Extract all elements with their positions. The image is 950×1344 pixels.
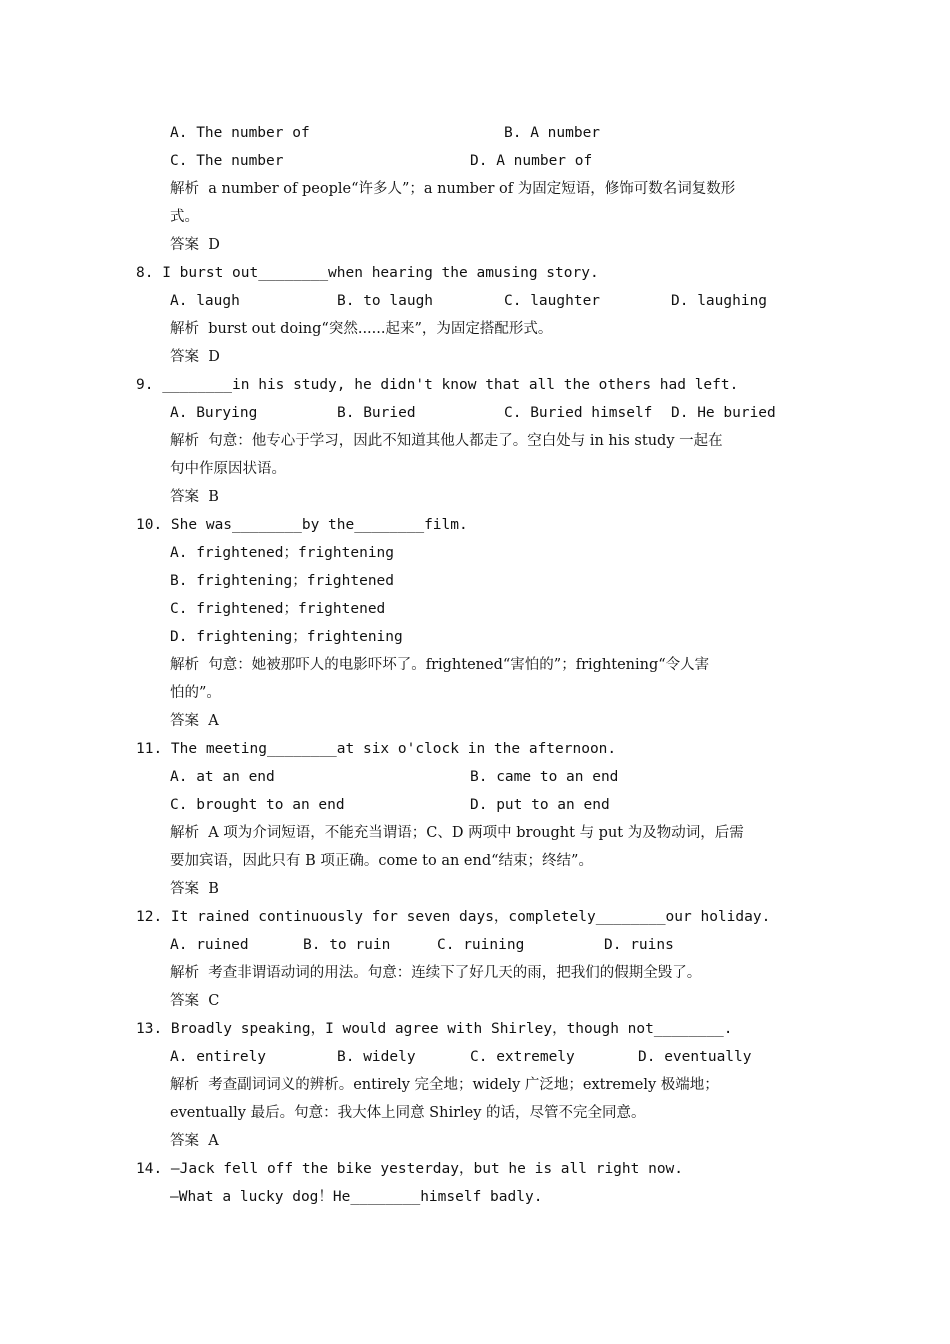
option-line: C. ruining [437,937,525,953]
question-line: 14. —Jack fell off the bike yesterday，but he is all right now. [136,1161,684,1177]
answer-line: 答案 C [170,993,220,1009]
option-line: D. A number of [470,153,593,169]
explanation-line: 句中作原因状语。 [170,461,286,477]
explanation-line: 解析 考查非谓语动词的用法。句意：连续下了好几天的雨，把我们的假期全毁了。 [170,965,702,981]
option-line: A. frightened；frightening [170,545,395,561]
dialogue-line: —What a lucky dog！He________himself badly. [170,1189,543,1205]
explanation-line: 解析 考查副词词义的辨析。entirely 完全地；widely 广泛地；extremely 极端地； [170,1077,719,1093]
option-line: C. brought to an end [170,797,345,813]
explanation-line: 解析 a number of people“许多人”；a number of 为固定短语，修饰可数名词复数形 [170,181,736,197]
answer-line: 答案 B [170,489,219,505]
explanation-line: eventually 最后。句意：我大体上同意 Shirley 的话，尽管不完全同意。 [170,1105,646,1121]
option-line: A. The number of [170,125,310,141]
option-line: D. frightening；frightening [170,629,403,645]
option-line: B. came to an end [470,769,619,785]
answer-line: 答案 D [170,349,220,365]
option-line: D. He buried [671,405,776,421]
question-line: 13. Broadly speaking，I would agree with Shirley，though not________. [136,1021,733,1037]
option-line: C. Buried himself [504,405,653,421]
option-line: D. laughing [671,293,768,309]
option-line: B. Buried [337,405,416,421]
answer-line: 答案 A [170,713,219,729]
option-line: B. frightening；frightened [170,573,395,589]
option-line: A. laugh [170,293,240,309]
question-line: 11. The meeting________at six o'clock in the afternoon. [136,741,617,757]
option-line: C. laughter [504,293,601,309]
option-line: B. A number [504,125,601,141]
explanation-line: 要加宾语，因此只有 B 项正确。come to an end“结束；终结”。 [170,853,593,869]
option-line: D. ruins [604,937,674,953]
explanation-line: 怕的”。 [170,685,221,701]
answer-line: 答案 B [170,881,219,897]
answer-line: 答案 D [170,237,220,253]
question-line: 9. ________in his study, he didn't know that all the others had left. [136,377,739,393]
explanation-line: 解析 句意：他专心于学习，因此不知道其他人都走了。空白处与 in his study 一起在 [170,433,723,449]
explanation-line: 解析 句意：她被那吓人的电影吓坏了。frightened“害怕的”；frightening“令人害 [170,657,710,673]
question-line: 12. It rained continuously for seven days，completely________our holiday. [136,909,771,925]
option-line: B. to laugh [337,293,434,309]
explanation-line: 式。 [170,209,199,225]
option-line: D. put to an end [470,797,610,813]
question-line: 8. I burst out________when hearing the amusing story. [136,265,599,281]
option-line: C. frightened；frightened [170,601,386,617]
option-line: A. at an end [170,769,275,785]
option-line: D. eventually [638,1049,752,1065]
question-line: 10. She was________by the________film. [136,517,468,533]
option-line: C. The number [170,153,284,169]
answer-line: 答案 A [170,1133,219,1149]
option-line: A. entirely [170,1049,267,1065]
option-line: B. widely [337,1049,416,1065]
explanation-line: 解析 burst out doing“突然......起来”，为固定搭配形式。 [170,321,553,337]
option-line: C. extremely [470,1049,575,1065]
option-line: A. ruined [170,937,249,953]
explanation-line: 解析 A 项为介词短语，不能充当谓语；C、D 两项中 brought 与 put 为及物动词，后需 [170,825,744,841]
option-line: B. to ruin [303,937,391,953]
option-line: A. Burying [170,405,258,421]
